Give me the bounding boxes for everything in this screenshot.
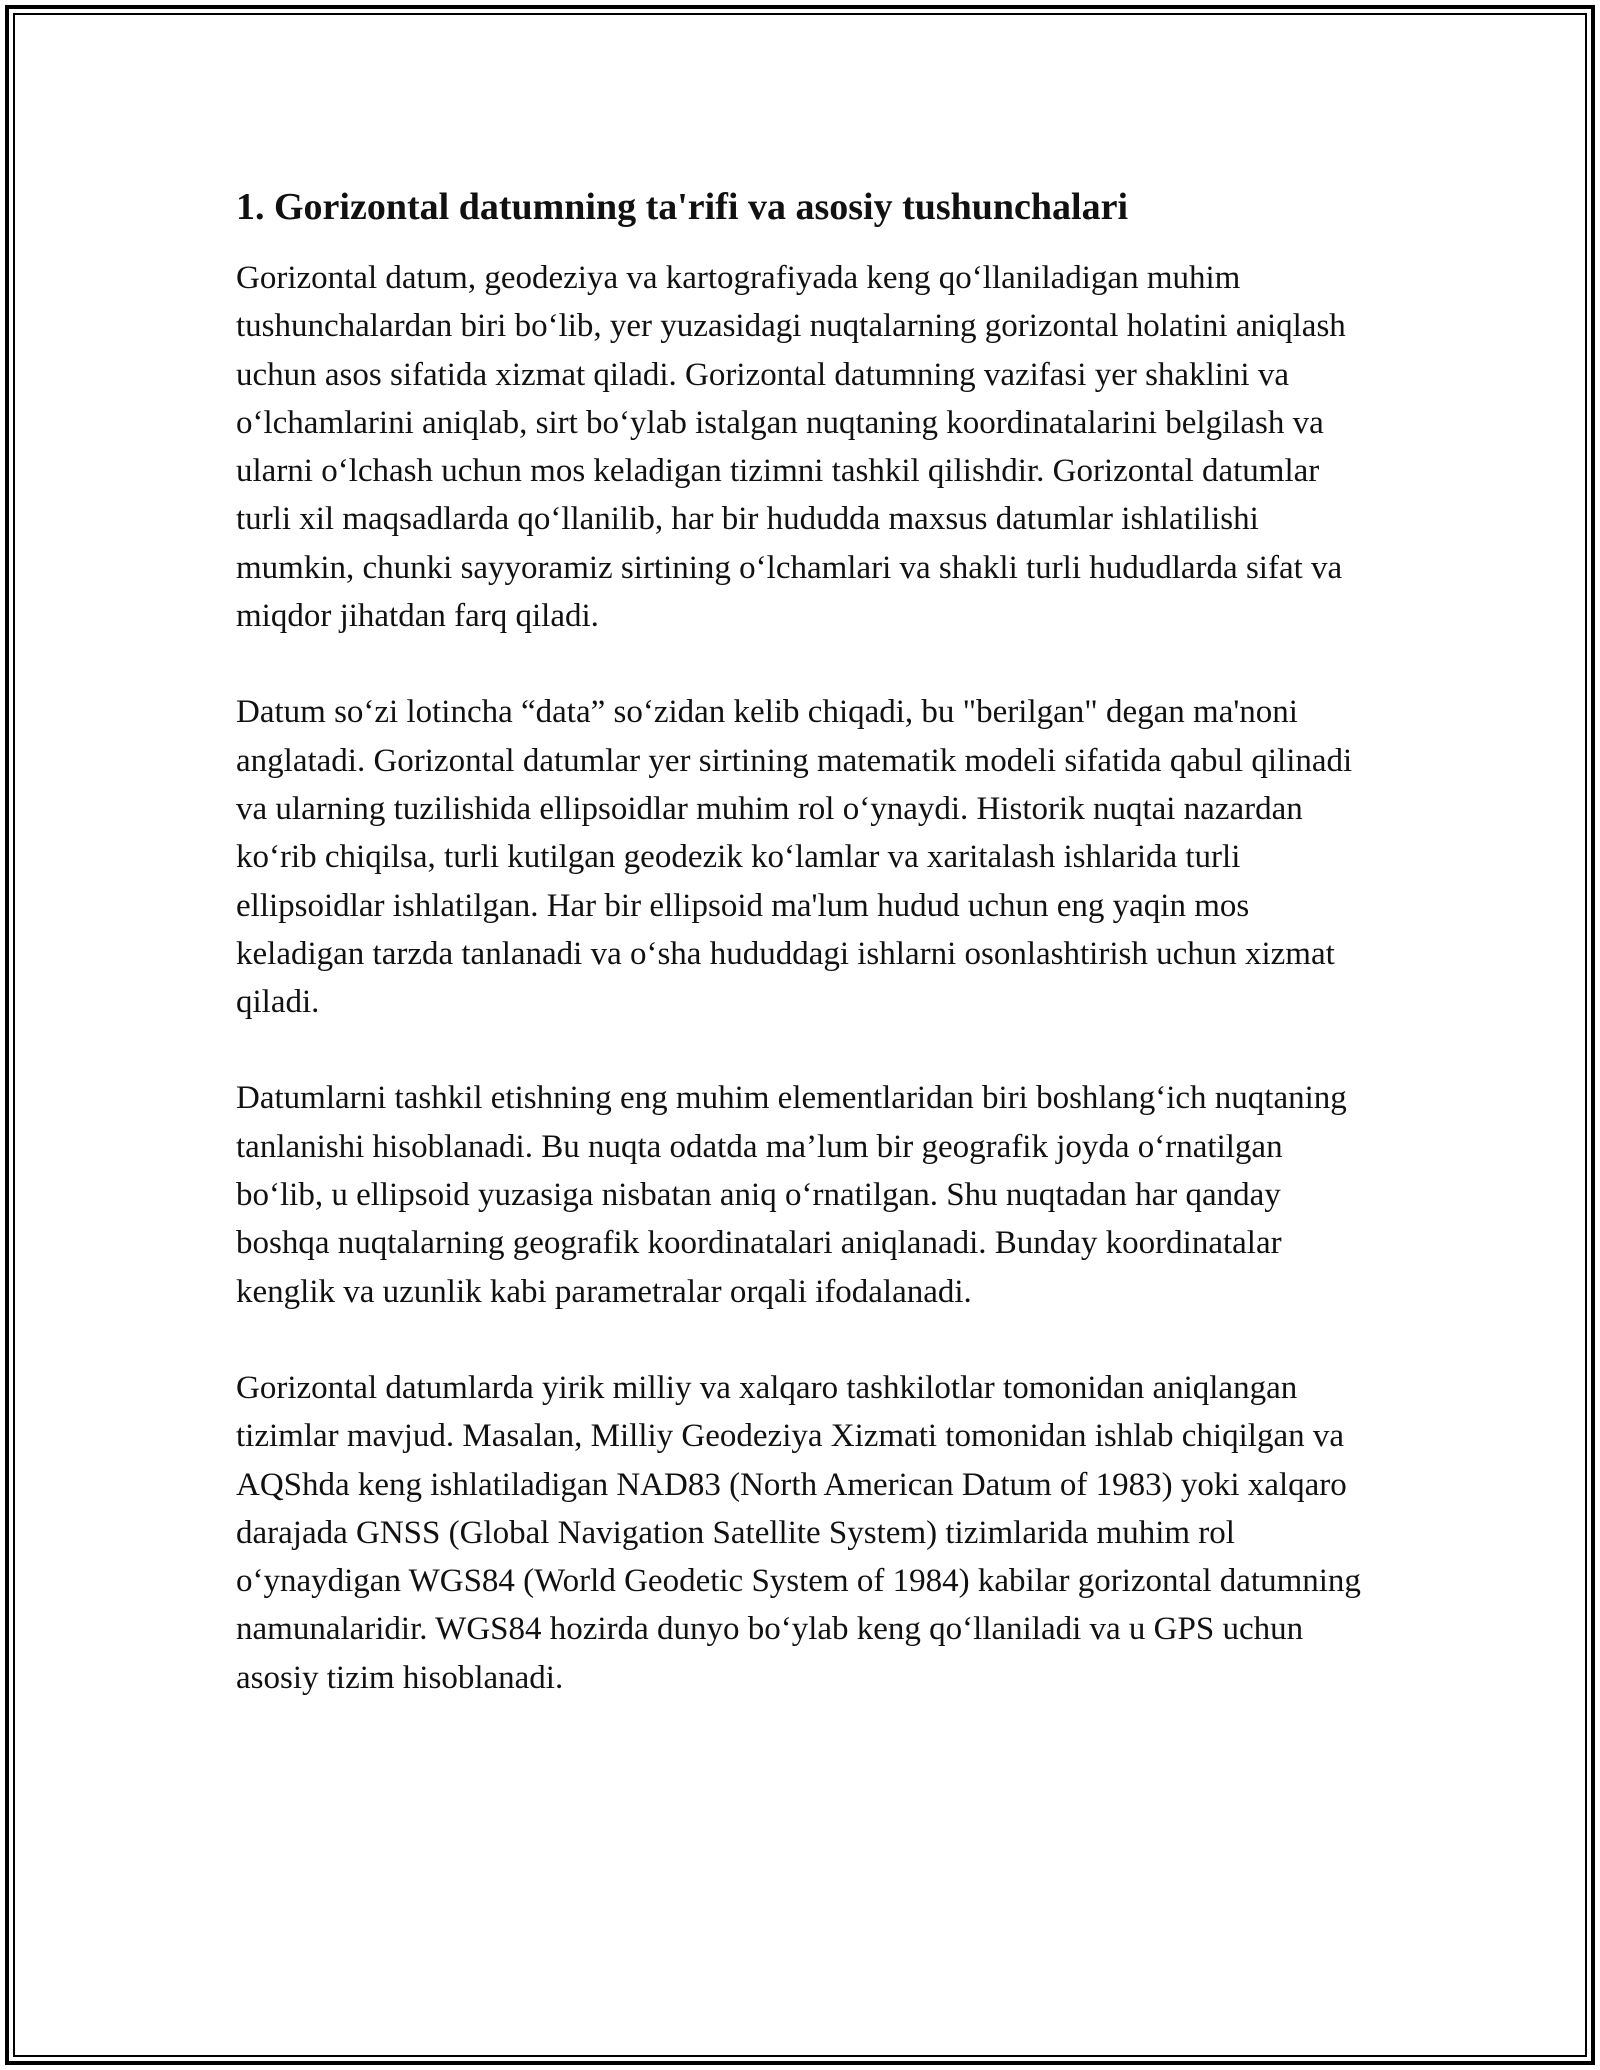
paragraph-etymology: Datum so‘zi lotincha “data” so‘zidan kelib chiqadi, bu "berilgan" degan ma'noni anglatadi. Gorizontal datumlar yer sirtining matematik modeli sifatida qabul qilinadi va ularning tuzilishida ellipsoidlar muhim rol o‘ynaydi. Historik nuqtai nazardan ko‘rib chiqilsa, turli kutilgan geodezik ko‘lamlar va xaritalash ishlarida turli ellipsoidlar ishlatilgan. Har bir ellipsoid ma'lum hudud uchun eng yaqin mos keladigan tarzda tanlanadi va o‘sha hududdagi ishlarni osonlashtirish uchun xizmat qiladi. <box>236 694 1353 1021</box>
paragraph-examples: Gorizontal datumlarda yirik milliy va xalqaro tashkilotlar tomonidan aniqlangan tizimlar mavjud. Masalan, Milliy Geodeziya Xizmati tomonidan ishlab chiqilgan va AQShda keng ishlatiladigan NAD83 (North American Datum of 1983) yoki xalqaro darajada GNSS (Global Navigation Satellite System) tizimlarida muhim rol o‘ynaydigan WGS84 (World Geodetic System of 1984) kabilar gorizontal datumning namunalaridir. WGS84 hozirda dunyo bo‘ylab keng qo‘llaniladi va u GPS uchun asosiy tizim hisoblanadi. <box>236 1369 1361 1696</box>
document-body <box>236 184 1366 1750</box>
paragraph-definition: Gorizontal datum, geodeziya va kartografiyada keng qo‘llaniladigan muhim tushunchalardan biri bo‘lib, yer yuzasidagi nuqtalarning gorizontal holatini aniqlash uchun asos sifatida xizmat qiladi. Gorizontal datumning vazifasi yer shaklini va o‘lchamlarini aniqlab, sirt bo‘ylab istalgan nuqtaning koordinatalarini belgilash va ularni o‘lchash uchun mos keladigan tizimni tashkil qilishdir. Gorizontal datumlar turli xil maqsadlarda qo‘llanilib, har bir hududda maxsus datumlar ishlatilishi mumkin, chunki sayyoramiz sirtining o‘lchamlari va shakli turli hududlarda sifat va miqdor jihatdan farq qiladi. <box>236 260 1346 635</box>
section-heading: 1. Gorizontal datumning ta'rifi va asosiy tushunchalari <box>236 186 1129 228</box>
paragraph-origin-point: Datumlarni tashkil etishning eng muhim elementlaridan biri boshlang‘ich nuqtaning tanlanishi hisoblanadi. Bu nuqta odatda ma’lum bir geografik joyda o‘rnatilgan bo‘lib, u ellipsoid yuzasiga nisbatan aniq o‘rnatilgan. Shu nuqtadan har qanday boshqa nuqtalarning geografik koordinatalari aniqlanadi. Bunday koordinatalar kenglik va uzunlik kabi parametralar orqali ifodalanadi. <box>236 1080 1347 1310</box>
